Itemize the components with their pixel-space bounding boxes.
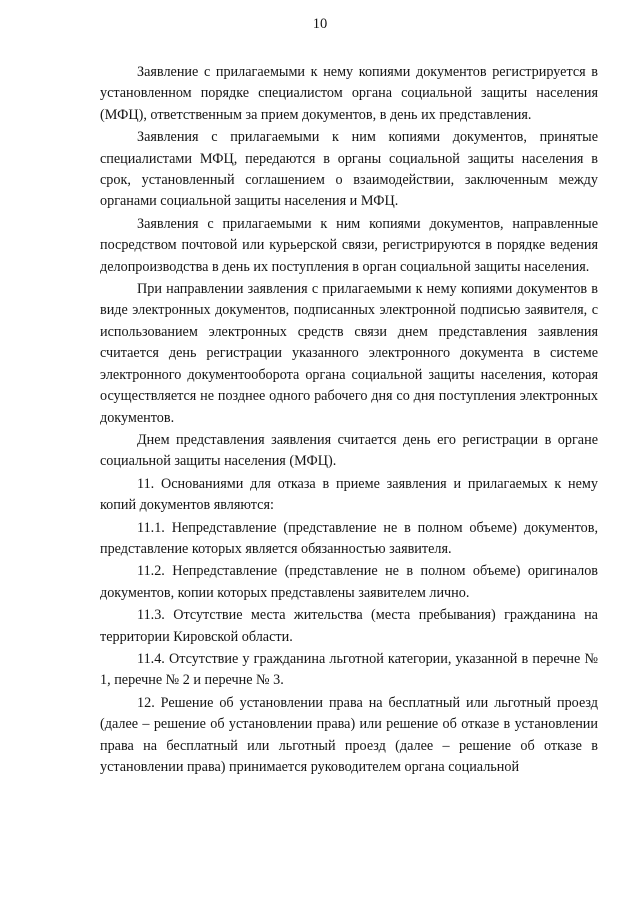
paragraph-item-11-3: 11.3. Отсутствие места жительства (места пребывания) гражданина на территории Кировской области.	[100, 607, 598, 645]
paragraph-item-11-4: 11.4. Отсутствие у гражданина льготной категории, указанной в перечне № 1, перечне № 2 и перечне № 3.	[100, 650, 598, 689]
paragraph-item-11-1: 11.1. Непредставление (представление не в полном объеме) документов, представление которых является обязанностью заявителя.	[100, 519, 598, 557]
paragraph-postal-registration: Заявления с прилагаемыми к ним копиями документов, направленные посредством почтовой или курьерской связи, регистрируются в порядке ведения делопроизводства в день их поступления в орган социальной защиты населения.	[100, 215, 598, 275]
paragraph-electronic-submission: При направлении заявления с прилагаемыми к нему копиями документов в виде электронных документов, подписанных электронной подписью заявителя, с использованием электронных средств связи днем представления заявления считается день регистрации указанного электронного документа в системе электронного документооборота органа социальной защиты населения, которая осуществляется не позднее одного рабочего дня со дня поступления электронных документов.	[100, 281, 598, 426]
page-number: 10	[312, 16, 328, 32]
paragraph-submission-date: Днем представления заявления считается день его регистрации в органе социальной защиты населения (МФЦ).	[100, 431, 598, 470]
paragraph-refusal-grounds: 11. Основаниями для отказа в приеме заявления и прилагаемых к нему копий документов являются:	[100, 475, 598, 514]
paragraph-registration: Заявление с прилагаемыми к нему копиями документов регистрируется в установленном порядке специалистом органа социальной защиты населения (МФЦ), ответственным за прием документов, в день их представления.	[100, 64, 598, 123]
paragraph-item-12: 12. Решение об установлении права на бесплатный или льготный проезд (далее – решение об установлении права) или решение об отказе в установлении права на бесплатный или льготный проезд (далее – решение об отказе в установлении права) принимается руководителем органа социальной	[100, 694, 598, 775]
paragraph-item-11-2: 11.2. Непредставление (представление не в полном объеме) оригиналов документов, копии которых представлены заявителем лично.	[100, 563, 598, 601]
document-body	[100, 62, 598, 779]
paragraph-mfc-transfer: Заявления с прилагаемыми к ним копиями документов, принятые специалистами МФЦ, передаются в органы социальной защиты населения в срок, установленный соглашением о взаимодействии, заключенным между органами социальной защиты населения и МФЦ.	[100, 129, 598, 210]
